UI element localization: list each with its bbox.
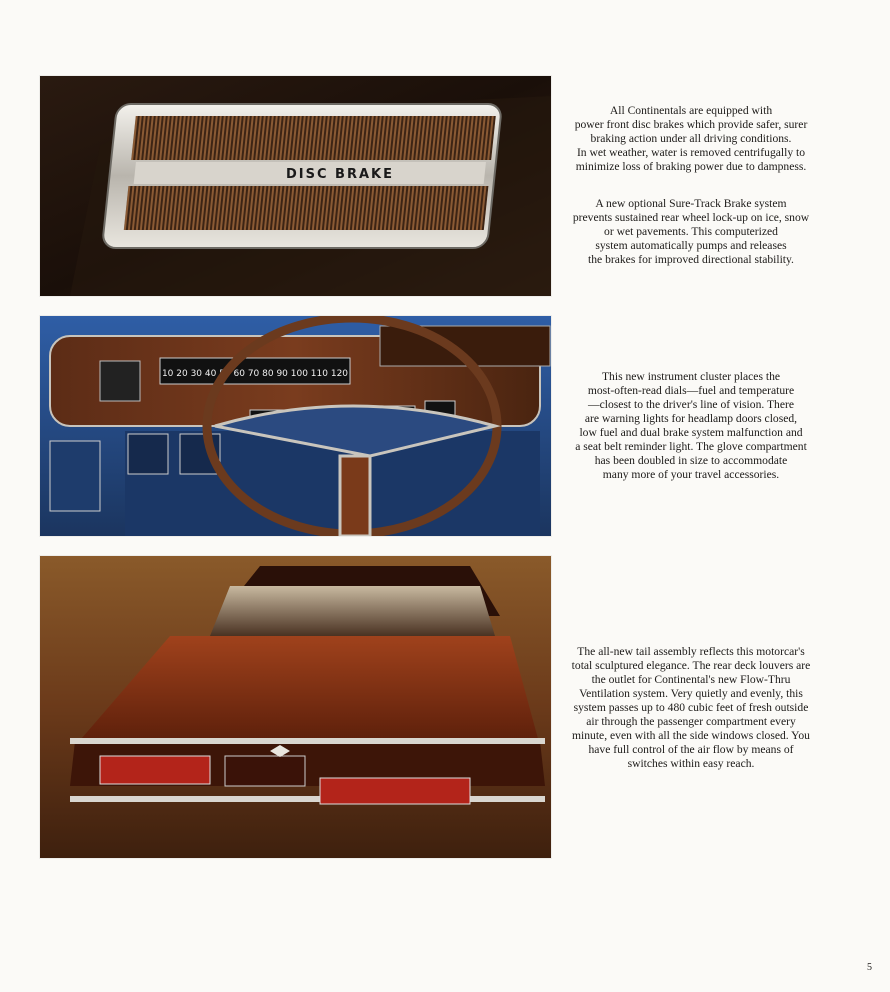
paragraph-sure-track (566, 197, 816, 267)
line: a seat belt reminder light. The glove compartment (575, 440, 807, 453)
line: Ventilation system. Very quietly and evenly, this (579, 687, 803, 700)
line: minimize loss of braking power due to dampness. (575, 160, 807, 173)
line: switches within easy reach. (627, 757, 755, 770)
line: or wet pavements. This computerized (604, 225, 778, 238)
line: system passes up to 480 cubic feet of fresh outside (573, 701, 809, 714)
line: the outlet for Continental's new Flow-Thru (591, 673, 791, 686)
line: low fuel and dual brake system malfunction and (579, 426, 803, 439)
line: braking action under all driving conditions. (590, 132, 792, 145)
line: A new optional Sure-Track Brake system (595, 197, 787, 210)
photo-tail-assembly (40, 556, 551, 858)
paragraph-disc-brakes (566, 104, 816, 174)
line: the brakes for improved directional stability. (588, 253, 794, 266)
line: total sculptured elegance. The rear deck louvers are (571, 659, 811, 672)
paragraph-instrument-cluster (566, 370, 816, 482)
line: are warning lights for headlamp doors closed, (584, 412, 798, 425)
line: prevents sustained rear wheel lock-up on ice, snow (572, 211, 810, 224)
line: most-often-read dials—fuel and temperature (587, 384, 795, 397)
line: system automatically pumps and releases (595, 239, 787, 252)
line: This new instrument cluster places the (601, 370, 781, 383)
line: power front disc brakes which provide safer, surer (574, 118, 808, 131)
line: many more of your travel accessories. (602, 468, 780, 481)
line: minute, even with all the side windows closed. You (572, 729, 810, 742)
line: All Continentals are equipped with (609, 104, 773, 117)
photo-disc-brake (40, 76, 551, 296)
photo-instrument-cluster (40, 316, 551, 536)
page-number: 5 (867, 962, 872, 973)
paragraph-tail-assembly (566, 645, 816, 771)
line: —closest to the driver's line of vision. There (587, 398, 794, 411)
disc-brake-plate-label: DISC BRAKE (286, 167, 394, 182)
speedometer-scale: 10 20 30 40 50 60 70 80 90 100 110 120 (161, 369, 349, 379)
line: The all-new tail assembly reflects this motorcar's (577, 645, 805, 658)
line: In wet weather, water is removed centrifugally to (576, 146, 806, 159)
line: has been doubled in size to accommodate (594, 454, 788, 467)
line: have full control of the air flow by means of (588, 743, 794, 756)
line: air through the passenger compartment every (586, 715, 796, 728)
